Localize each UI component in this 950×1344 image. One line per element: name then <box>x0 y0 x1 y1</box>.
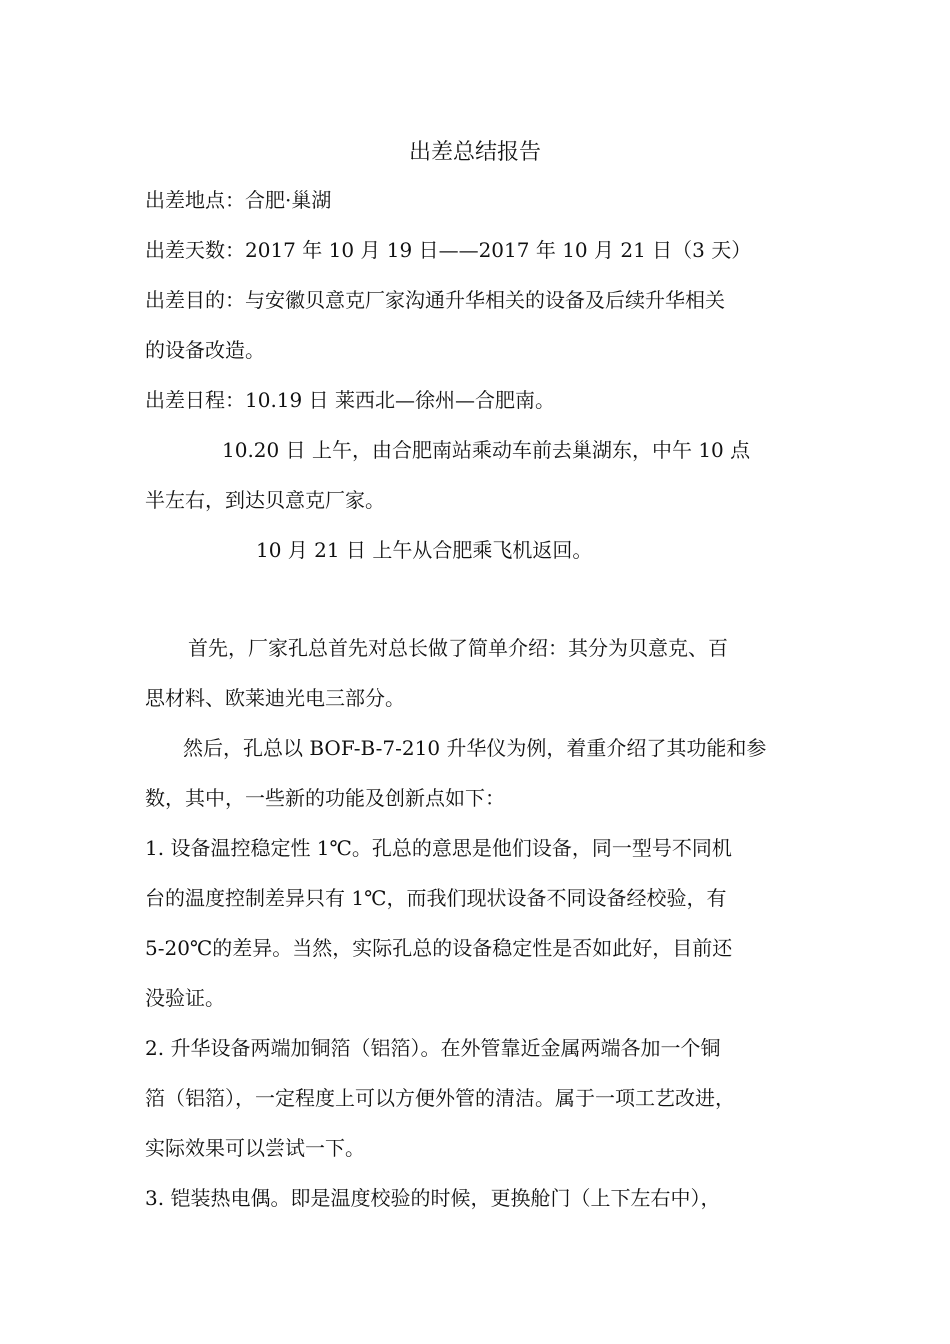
list-item-3-line: 3. 铠装热电偶。即是温度校验的时候，更换舱门（上下左右中）， <box>145 1186 721 1210</box>
document-title: 出差总结报告 <box>408 140 541 165</box>
list-item-2-continued-line: 箔（铝箔），一定程度上可以方便外管的清洁。属于一项工艺改进， <box>145 1086 735 1110</box>
functions-paragraph-continued-line: 数，其中，一些新的功能及创新点如下： <box>145 786 505 810</box>
schedule-day2-line: 10.20 日 上午，由合肥南站乘动车前去巢湖东，中午 10 点 <box>222 438 751 462</box>
schedule-day2-continued-line: 半左右，到达贝意克厂家。 <box>145 488 385 512</box>
list-item-1-line: 1. 设备温控稳定性 1℃。孔总的意思是他们设备，同一型号不同机 <box>145 836 732 860</box>
list-item-2-line: 2. 升华设备两端加铜箔（铝箔）。在外管靠近金属两端各加一个铜 <box>145 1036 721 1060</box>
functions-paragraph-line: 然后，孔总以 BOF-B-7-210 升华仪为例，着重介绍了其功能和参 <box>183 736 767 760</box>
trip-purpose-line: 出差目的：与安徽贝意克厂家沟通升华相关的设备及后续升华相关 <box>145 288 725 312</box>
list-item-1-continued-line: 5-20℃的差异。当然，实际孔总的设备稳定性是否如此好，目前还 <box>145 936 733 960</box>
trip-days-line: 出差天数：2017 年 10 月 19 日——2017 年 10 月 21 日（3 天） <box>145 238 752 262</box>
list-item-1-continued-line: 台的温度控制差异只有 1℃，而我们现状设备不同设备经校验，有 <box>145 886 727 910</box>
introduction-paragraph-line: 首先，厂家孔总首先对总长做了简单介绍：其分为贝意克、百 <box>188 636 728 660</box>
trip-schedule-line: 出差日程：10.19 日 莱西北—徐州—合肥南。 <box>145 388 555 412</box>
list-item-1-continued-line: 没验证。 <box>145 986 225 1010</box>
trip-location-line: 出差地点：合肥·巢湖 <box>145 188 332 212</box>
schedule-day3-line: 10 月 21 日 上午从合肥乘飞机返回。 <box>256 538 593 562</box>
trip-purpose-continued-line: 的设备改造。 <box>145 338 265 362</box>
introduction-paragraph-continued-line: 思材料、欧莱迪光电三部分。 <box>145 686 405 710</box>
list-item-2-continued-line: 实际效果可以尝试一下。 <box>145 1136 365 1160</box>
